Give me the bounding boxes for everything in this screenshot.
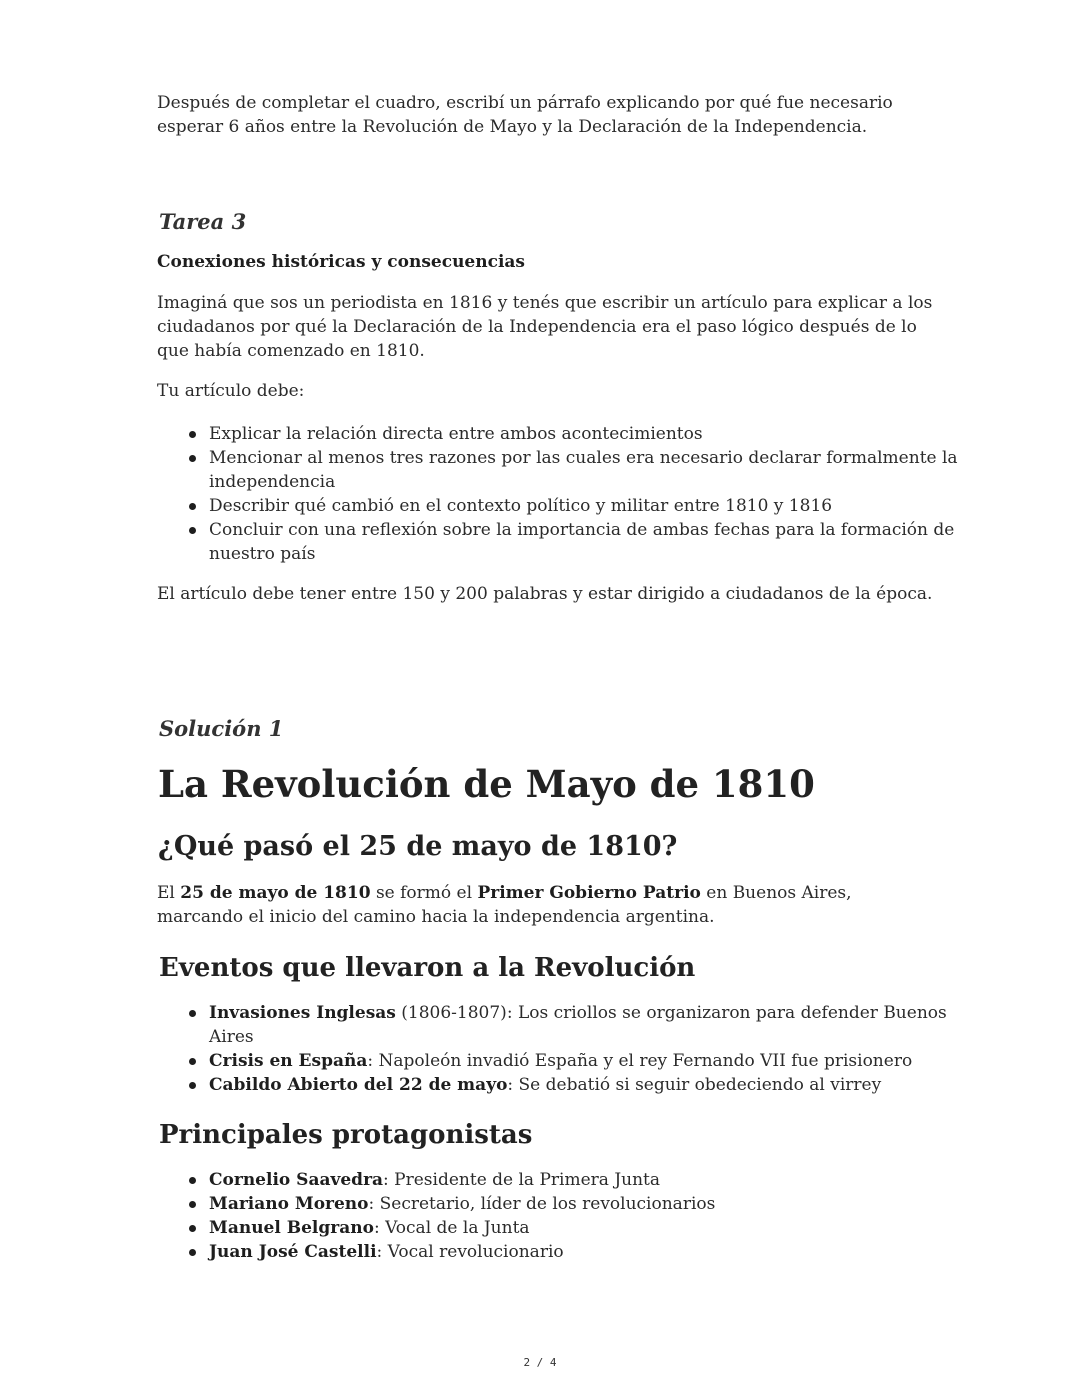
solution-title: La Revolución de Mayo de 1810 [158, 762, 815, 806]
page-number: 2 / 4 [523, 1356, 557, 1369]
requirements-list [157, 422, 989, 566]
solution-label: Solución 1 [159, 716, 284, 741]
task-label: Tarea 3 [159, 209, 247, 234]
answer-date: 25 de mayo de 1810 [180, 883, 371, 903]
question-heading: ¿Qué pasó el 25 de mayo de 1810? [158, 831, 678, 862]
list-item: Mariano Moreno: Secretario, líder de los revolucionarios [209, 1192, 989, 1216]
protagonists-list [157, 1168, 989, 1264]
list-item: Manuel Belgrano: Vocal de la Junta [209, 1216, 989, 1240]
requirements-intro: Tu artículo debe: [157, 381, 305, 401]
list-item: Invasiones Inglesas (1806-1807): Los criollos se organizaron para defender Buenos Aires [209, 1001, 989, 1049]
protagonists-heading: Principales protagonistas [159, 1120, 533, 1150]
events-list [157, 1001, 989, 1097]
task-closing: El artículo debe tener entre 150 y 200 palabras y estar dirigido a ciudadanos de la época. [157, 584, 933, 604]
events-heading: Eventos que llevaron a la Revolución [159, 953, 696, 983]
task-prompt: Imaginá que sos un periodista en 1816 y tenés que escribir un artículo para explicar a los ciudadanos por qué la Declaración de la Independencia era el paso lógico después de lo que había comenzado en 1810. [157, 293, 933, 361]
list-item: Mencionar al menos tres razones por las cuales era necesario declarar formalmente la independencia [209, 446, 989, 494]
list-item: Explicar la relación directa entre ambos acontecimientos [209, 422, 989, 446]
answer-government: Primer Gobierno Patrio [477, 883, 701, 903]
list-item: Describir qué cambió en el contexto político y militar entre 1810 y 1816 [209, 494, 989, 518]
task-subtitle: Conexiones históricas y consecuencias [157, 252, 526, 272]
answer-paragraph: El 25 de mayo de 1810 se formó el Primer Gobierno Patrio en Buenos Aires, marcando el inicio del camino hacia la independencia argentina. [157, 883, 852, 927]
list-item: Concluir con una reflexión sobre la importancia de ambas fechas para la formación de nuestro país [209, 518, 989, 566]
list-item: Crisis en España: Napoleón invadió España y el rey Fernando VII fue prisionero [209, 1049, 989, 1073]
list-item: Cornelio Saavedra: Presidente de la Primera Junta [209, 1168, 989, 1192]
list-item: Cabildo Abierto del 22 de mayo: Se debatió si seguir obedeciendo al virrey [209, 1073, 989, 1097]
list-item: Juan José Castelli: Vocal revolucionario [209, 1240, 989, 1264]
intro-paragraph: Después de completar el cuadro, escribí un párrafo explicando por qué fue necesario esperar 6 años entre la Revolución de Mayo y la Declaración de la Independencia. [157, 93, 893, 137]
